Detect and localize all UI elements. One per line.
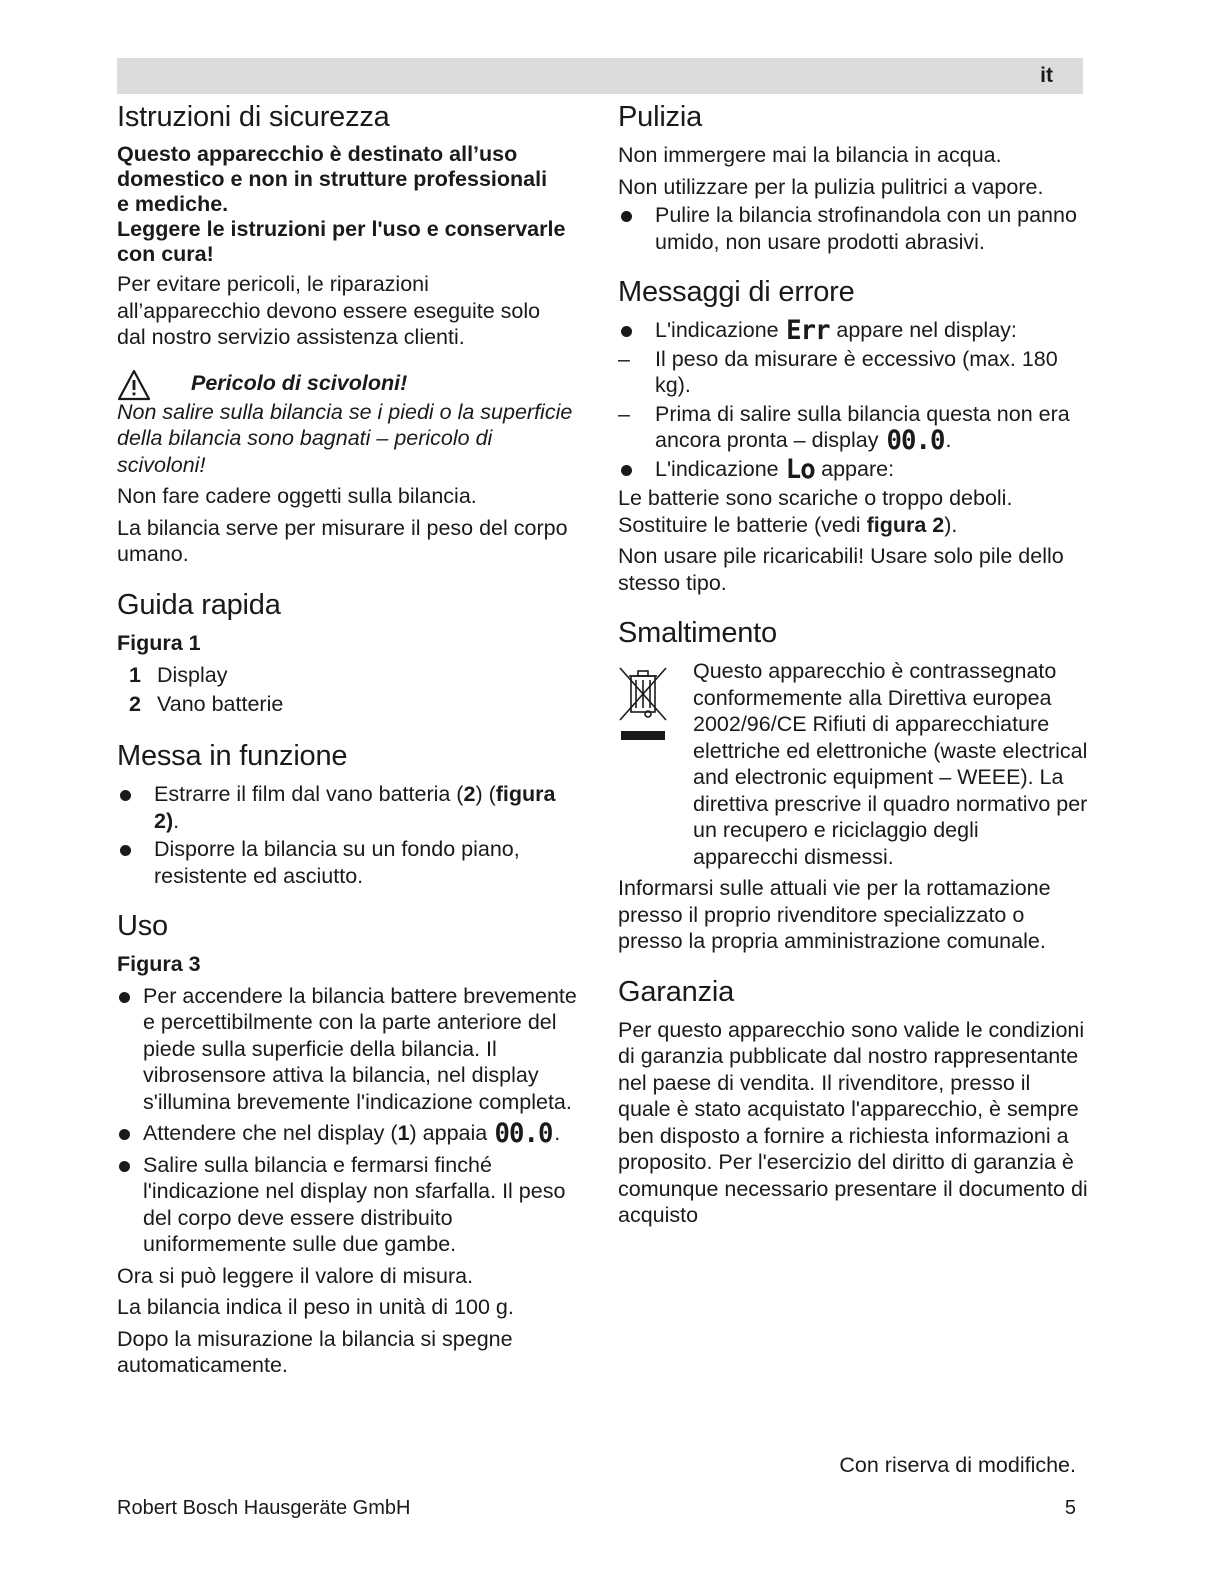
footer-note: Con riserva di modifiche. bbox=[839, 1453, 1076, 1477]
lcd-lo-display: Lo bbox=[785, 453, 815, 485]
language-bar bbox=[117, 58, 1083, 94]
weee-block bbox=[618, 658, 1088, 875]
guida-list bbox=[117, 661, 585, 719]
uso-list bbox=[117, 983, 585, 1258]
safety-bold-1: Questo apparecchio è destinato all’uso domestico e non in strutture professionali e mediche. bbox=[117, 142, 548, 216]
warning-title: Pericolo di scivoloni! bbox=[191, 370, 408, 395]
section-pulizia bbox=[618, 100, 1088, 255]
weee-text: Questo apparecchio è contrassegnato conformemente alla Direttiva europea 2002/96/CE Rifiuti di apparecchiature elettriche ed elettroniche (waste electrical and electronic equipment – WEEE). La direttiva prescrive il quadro normativo per un recupero e riciclaggio degli apparecchi dismessi. bbox=[693, 659, 1088, 869]
page-number: 5 bbox=[1064, 1497, 1076, 1519]
heading-errore: Messaggi di errore bbox=[618, 276, 855, 308]
heading-sicurezza: Istruzioni di sicurezza bbox=[117, 101, 390, 133]
left-column bbox=[117, 100, 585, 1399]
heading-smaltimento: Smaltimento bbox=[618, 617, 777, 649]
uso-paragraph-2: La bilancia indica il peso in unità di 100 g. bbox=[117, 1295, 514, 1319]
messa-list bbox=[117, 781, 585, 889]
warning-text: Non salire sulla bilancia se i piedi o la superficie della bilancia sono bagnati – pericolo di scivoloni! bbox=[117, 399, 573, 477]
warning-row bbox=[117, 369, 585, 399]
list-item: L'indicazione Err appare nel display: bbox=[618, 317, 1088, 344]
safety-paragraph-3: La bilancia serve per misurare il peso del corpo umano. bbox=[117, 515, 568, 566]
list-item: 1 Display bbox=[129, 663, 228, 687]
section-smaltimento bbox=[618, 616, 1088, 955]
safety-bold-2: Leggere le istruzioni per l'uso e conservarle con cura! bbox=[117, 217, 566, 266]
uso-paragraph-1: Ora si può leggere il valore di misura. bbox=[117, 1263, 474, 1288]
heading-garanzia: Garanzia bbox=[618, 975, 735, 1008]
list-item: – Prima di salire sulla bilancia questa non era ancora pronta – display 00.0. bbox=[618, 401, 1088, 454]
pulizia-paragraph-1: Non immergere mai la bilancia in acqua. bbox=[618, 143, 1002, 167]
section-uso bbox=[117, 909, 585, 1379]
safety-paragraph-2: Non fare cadere oggetti sulla bilancia. bbox=[117, 484, 477, 508]
heading-pulizia: Pulizia bbox=[618, 101, 703, 133]
errore-paragraph-1: Le batterie sono scariche o troppo deboli. Sostituire le batterie (vedi figura 2). bbox=[618, 486, 1013, 537]
pulizia-list bbox=[618, 202, 1088, 255]
section-garanzia bbox=[618, 975, 1088, 1229]
garanzia-paragraph-1: Per questo apparecchio sono valide le condizioni di garanzia pubblicate dal nostro rappresentante nel paese di vendita. Il rivenditore, presso il quale è stato acquistato l'apparecchio, è sempre ben disposto a fornire a richiesta informazioni a proposito. Per l'esercizio del diritto di garanzia è comunque necessario presentare il documento di acquisto bbox=[618, 1017, 1088, 1227]
lcd-zero-display: 00.0 bbox=[494, 1118, 553, 1149]
list-item: 2 Vano batterie bbox=[129, 692, 284, 716]
list-item: Estrarre il film dal vano batteria (2) (figura 2). bbox=[117, 781, 585, 834]
heading-uso: Uso bbox=[117, 910, 168, 942]
uso-figure-label: Figura 3 bbox=[117, 952, 201, 976]
right-column bbox=[618, 100, 1088, 1249]
section-messa bbox=[117, 739, 585, 889]
list-item: L'indicazione Lo appare: bbox=[618, 456, 1088, 483]
safety-paragraph-1: Per evitare pericoli, le riparazioni all’apparecchio devono essere eseguite solo dal nostro servizio assistenza clienti. bbox=[117, 272, 541, 349]
lcd-zero-display: 00.0 bbox=[886, 425, 945, 456]
language-code: it bbox=[1040, 64, 1053, 87]
smaltimento-paragraph-1: Informarsi sulle attuali vie per la rottamazione presso il proprio rivenditore specializzato o presso la propria amministrazione comunale. bbox=[618, 876, 1051, 953]
section-guida bbox=[117, 588, 585, 720]
footer-company: Robert Bosch Hausgeräte GmbH bbox=[117, 1497, 411, 1519]
weee-bin-icon bbox=[618, 658, 693, 875]
list-item: Attendere che nel display (1) appaia 00.0. bbox=[117, 1120, 585, 1147]
warning-triangle-icon bbox=[117, 369, 151, 401]
list-item: Salire sulla bilancia e fermarsi finché l'indicazione nel display non sfarfalla. Il peso del corpo deve essere distribuito uniformemente sulle due gambe. bbox=[117, 1152, 585, 1258]
errore-paragraph-2: Non usare pile ricaricabili! Usare solo pile dello stesso tipo. bbox=[618, 544, 1064, 595]
pulizia-paragraph-2: Non utilizzare per la pulizia pulitrici a vapore. bbox=[618, 174, 1044, 199]
section-errore bbox=[618, 275, 1088, 596]
list-item: Disporre la bilancia su un fondo piano, resistente ed asciutto. bbox=[117, 836, 585, 889]
errore-list bbox=[618, 315, 1088, 485]
uso-paragraph-3: Dopo la misurazione la bilancia si spegne automaticamente. bbox=[117, 1326, 513, 1377]
section-sicurezza bbox=[117, 100, 585, 568]
guida-figure-label: Figura 1 bbox=[117, 630, 201, 655]
lcd-err-display: Err bbox=[785, 315, 830, 346]
list-item: Per accendere la bilancia battere brevemente e percettibilmente con la parte anteriore del piede sulla superficie della bilancia. Il vibrosensore attiva la bilancia, nel display s'illumina brevemente l'indicazione completa. bbox=[117, 983, 585, 1116]
heading-guida: Guida rapida bbox=[117, 588, 281, 621]
list-item: Pulire la bilancia strofinandola con un panno umido, non usare prodotti abrasivi. bbox=[618, 202, 1088, 255]
list-item: – Il peso da misurare è eccessivo (max. 180 kg). bbox=[618, 346, 1088, 399]
heading-messa: Messa in funzione bbox=[117, 740, 348, 772]
